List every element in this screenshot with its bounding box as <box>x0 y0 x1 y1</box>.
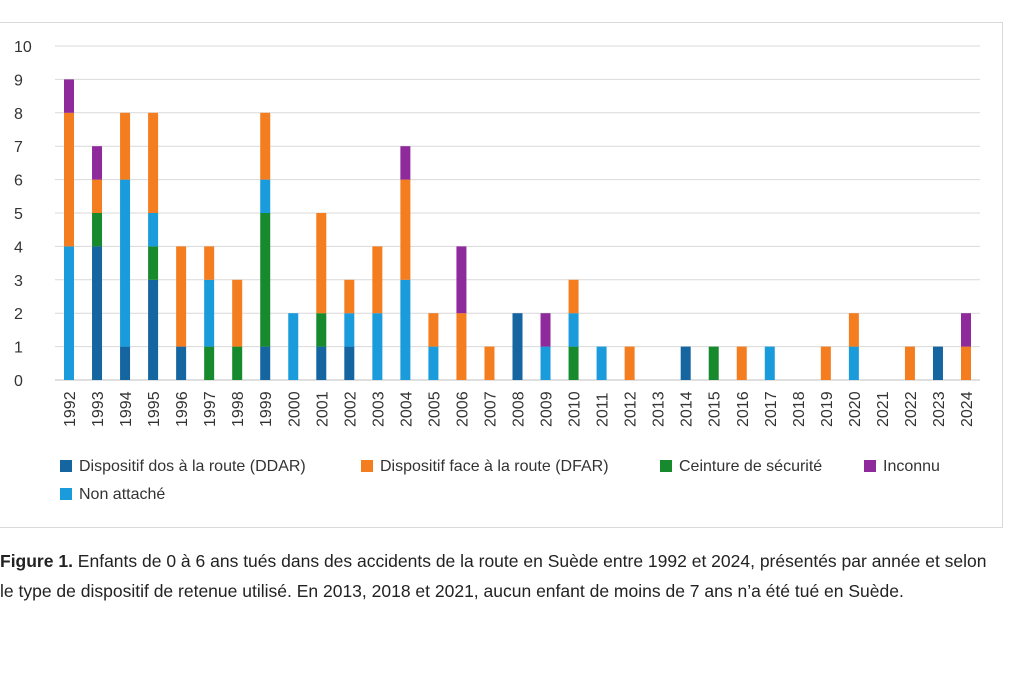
bar-segment <box>260 113 270 180</box>
y-tick-label: 8 <box>14 105 23 123</box>
bar-segment <box>961 313 971 346</box>
y-tick-label: 4 <box>14 239 23 257</box>
bar-segment <box>232 280 242 347</box>
legend-label: Ceinture de sécurité <box>679 458 823 475</box>
bar-segment <box>484 347 494 380</box>
legend-swatch <box>361 460 373 472</box>
y-tick-label: 5 <box>14 206 23 223</box>
x-tick-label: 2003 <box>370 391 388 427</box>
bar-segment <box>176 347 186 380</box>
legend-swatch <box>864 460 876 472</box>
x-tick-label: 2001 <box>314 391 332 427</box>
bar-segment <box>120 180 130 347</box>
bar-segment <box>92 180 102 213</box>
bar-segment <box>344 280 354 313</box>
bar-segment <box>148 246 158 279</box>
x-tick-label: 2023 <box>930 391 948 427</box>
x-tick-label: 2004 <box>398 391 416 427</box>
bar-segment <box>260 347 270 380</box>
x-tick-label: 1995 <box>146 391 164 427</box>
bar-segment <box>148 113 158 213</box>
x-tick-label: 2017 <box>762 391 780 427</box>
bar-segment <box>625 347 635 380</box>
bar-segment <box>849 313 859 346</box>
bar-segment <box>709 347 719 380</box>
bar-segment <box>64 79 74 112</box>
x-tick-label: 2016 <box>734 391 752 427</box>
bar-segment <box>933 347 943 380</box>
bar-segment <box>513 313 523 380</box>
legend-label: Dispositif dos à la route (DDAR) <box>79 458 306 475</box>
y-tick-label: 1 <box>14 339 23 357</box>
x-tick-label: 2007 <box>482 391 500 427</box>
y-tick-label: 6 <box>14 172 23 190</box>
x-tick-label: 1998 <box>230 391 248 427</box>
chart-frame <box>0 22 1003 528</box>
bar-segment <box>204 347 214 380</box>
x-tick-label: 1999 <box>258 391 276 427</box>
bar-segment <box>905 347 915 380</box>
bar-segment <box>64 113 74 247</box>
x-tick-label: 2019 <box>818 391 836 427</box>
bar-segment <box>92 246 102 380</box>
x-tick-label: 2000 <box>286 391 304 427</box>
x-tick-label: 2024 <box>959 391 976 427</box>
x-tick-label: 2013 <box>650 391 668 427</box>
bar-segment <box>344 347 354 380</box>
bar-segment <box>961 347 971 380</box>
bar-segment <box>569 313 579 346</box>
x-tick-label: 1992 <box>62 391 79 427</box>
bar-segment <box>204 246 214 279</box>
x-tick-label: 2005 <box>426 391 444 427</box>
x-tick-label: 2015 <box>706 391 724 427</box>
bar-segment <box>316 213 326 313</box>
x-tick-label: 2020 <box>846 391 864 427</box>
bar-segment <box>64 246 74 380</box>
bar-segment <box>541 313 551 346</box>
bars <box>64 79 971 380</box>
x-tick-label: 2012 <box>622 391 640 427</box>
x-tick-label: 2021 <box>874 391 892 427</box>
y-axis-ticks <box>14 39 32 390</box>
bar-segment <box>737 347 747 380</box>
x-tick-label: 2022 <box>902 391 920 427</box>
x-axis-ticks <box>62 391 976 427</box>
x-tick-label: 2006 <box>454 391 472 427</box>
bar-segment <box>456 246 466 313</box>
x-tick-label: 2014 <box>678 391 696 427</box>
caption-text: Enfants de 0 à 6 ans tués dans des accidents de la route en Suède entre 1992 et 2024, présentés par année et selon le type de dispositif de retenue utilisé. En 2013, 2018 et 2021, aucun enfant de moins de 7 ans n’a été tué en Suède. <box>0 551 987 601</box>
bar-segment <box>597 347 607 380</box>
bar-segment <box>344 313 354 346</box>
bar-segment <box>120 113 130 180</box>
y-tick-label: 10 <box>14 39 32 56</box>
x-tick-label: 2011 <box>594 392 612 427</box>
bar-segment <box>204 280 214 347</box>
legend-swatch <box>60 488 72 500</box>
x-tick-label: 1994 <box>118 391 136 427</box>
bar-segment <box>316 313 326 346</box>
legend-label: Non attaché <box>79 486 166 503</box>
bar-segment <box>92 213 102 246</box>
stacked-bar-chart <box>0 23 1002 528</box>
legend-swatch <box>60 460 72 472</box>
x-tick-label: 1993 <box>90 391 108 427</box>
bar-segment <box>765 347 775 380</box>
x-tick-label: 2008 <box>510 391 528 427</box>
bar-segment <box>260 213 270 347</box>
bar-segment <box>456 313 466 380</box>
bar-segment <box>232 347 242 380</box>
legend-label: Inconnu <box>883 458 940 475</box>
bar-segment <box>316 347 326 380</box>
bar-segment <box>541 347 551 380</box>
bar-segment <box>92 146 102 179</box>
bar-segment <box>569 347 579 380</box>
caption-label: Figure 1. <box>0 551 73 571</box>
x-tick-label: 2010 <box>566 391 584 427</box>
bar-segment <box>148 213 158 246</box>
y-tick-label: 9 <box>14 72 23 90</box>
bar-segment <box>120 347 130 380</box>
bar-segment <box>400 146 410 179</box>
bar-segment <box>372 246 382 313</box>
x-tick-label: 2002 <box>342 391 360 427</box>
bar-segment <box>288 313 298 380</box>
y-tick-label: 2 <box>14 306 23 324</box>
x-tick-label: 1997 <box>202 391 220 427</box>
y-tick-label: 0 <box>14 373 23 390</box>
x-tick-label: 2018 <box>790 391 808 427</box>
bar-segment <box>428 313 438 346</box>
x-tick-label: 1996 <box>174 391 192 427</box>
bar-segment <box>260 180 270 213</box>
bar-segment <box>400 180 410 280</box>
x-tick-label: 2009 <box>538 391 556 427</box>
bar-segment <box>148 280 158 380</box>
bar-segment <box>176 246 186 346</box>
legend-swatch <box>660 460 672 472</box>
y-tick-label: 3 <box>14 272 23 290</box>
legend <box>60 458 940 503</box>
bar-segment <box>372 313 382 380</box>
bar-segment <box>569 280 579 313</box>
figure-caption <box>0 546 1000 606</box>
bar-segment <box>849 347 859 380</box>
bar-segment <box>400 280 410 380</box>
bar-segment <box>428 347 438 380</box>
legend-label: Dispositif face à la route (DFAR) <box>380 458 609 475</box>
y-tick-label: 7 <box>14 139 23 157</box>
bar-segment <box>821 347 831 380</box>
bar-segment <box>681 347 691 380</box>
